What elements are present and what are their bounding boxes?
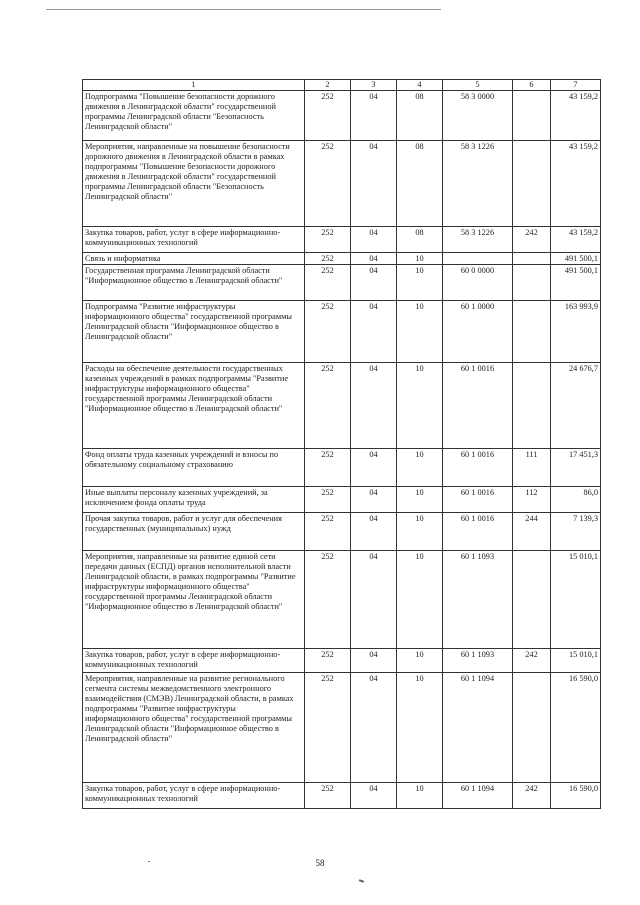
cell-section: 04 bbox=[351, 140, 397, 226]
row-name: Закупка товаров, работ, услуг в сфере информационно-коммуникационных технологий bbox=[83, 648, 305, 672]
cell-section: 04 bbox=[351, 486, 397, 512]
row-name: Прочая закупка товаров, работ и услуг для обеспечения государственных (муниципальных) нужд bbox=[83, 512, 305, 550]
cell-expense-type bbox=[513, 300, 551, 362]
row-name: Закупка товаров, работ, услуг в сфере информационно-коммуникационных технологий bbox=[83, 782, 305, 808]
cell-target-article: 58 3 1226 bbox=[443, 140, 513, 226]
header-cell: 7 bbox=[551, 80, 601, 91]
table-row bbox=[83, 486, 601, 512]
cell-amount: 15 010,1 bbox=[551, 648, 601, 672]
cell-admin-code: 252 bbox=[305, 550, 351, 648]
row-name: Расходы на обеспечение деятельности государственных казенных учреждений в рамках подпрограммы "Развитие инфраструктуры информационного общества" государственной программы Ленинградской области "Информационное общество в Ленинградской области" bbox=[83, 362, 305, 448]
cell-subsection: 10 bbox=[397, 252, 443, 264]
cell-subsection: 10 bbox=[397, 448, 443, 486]
cell-subsection: 10 bbox=[397, 782, 443, 808]
header-cell: 6 bbox=[513, 80, 551, 91]
table-row bbox=[83, 782, 601, 808]
cell-subsection: 08 bbox=[397, 140, 443, 226]
cell-subsection: 10 bbox=[397, 486, 443, 512]
cell-section: 04 bbox=[351, 252, 397, 264]
cell-target-article: 60 0 0000 bbox=[443, 264, 513, 300]
cell-admin-code: 252 bbox=[305, 362, 351, 448]
cell-section: 04 bbox=[351, 782, 397, 808]
table-row bbox=[83, 648, 601, 672]
row-name: Мероприятия, направленные на развитие регионального сегмента системы межведомственного электронного взаимодействия (СМЭВ) Ленинградской области, в рамках подпрограммы "Развитие инфраструктуры информационного общества" государственной программы Ленинградской области "Информационное общество в Ленинградской области" bbox=[83, 672, 305, 782]
cell-target-article: 58 3 1226 bbox=[443, 226, 513, 252]
table-row bbox=[83, 512, 601, 550]
cell-amount: 43 159,2 bbox=[551, 140, 601, 226]
cell-admin-code: 252 bbox=[305, 512, 351, 550]
cell-target-article: 60 1 1094 bbox=[443, 672, 513, 782]
cell-target-article: 60 1 0000 bbox=[443, 300, 513, 362]
header-row bbox=[83, 80, 601, 91]
cell-target-article: 58 3 0000 bbox=[443, 90, 513, 140]
header-cell: 2 bbox=[305, 80, 351, 91]
cell-amount: 7 139,3 bbox=[551, 512, 601, 550]
cell-target-article: 60 1 0016 bbox=[443, 486, 513, 512]
cell-expense-type bbox=[513, 252, 551, 264]
cell-amount: 15 010,1 bbox=[551, 550, 601, 648]
cell-admin-code: 252 bbox=[305, 90, 351, 140]
cell-admin-code: 252 bbox=[305, 252, 351, 264]
row-name: Мероприятия, направленные на повышение безопасности дорожного движения в Ленинградской области в рамках подпрограммы "Повышение безопасности дорожного движения в Ленинградской области" государственной программы Ленинградской области "Безопасность Ленинградской области" bbox=[83, 140, 305, 226]
cell-subsection: 10 bbox=[397, 550, 443, 648]
cell-subsection: 10 bbox=[397, 300, 443, 362]
top-rule bbox=[46, 9, 441, 10]
row-name: Связь и информатика bbox=[83, 252, 305, 264]
cell-section: 04 bbox=[351, 300, 397, 362]
cell-subsection: 10 bbox=[397, 362, 443, 448]
cell-expense-type: 242 bbox=[513, 648, 551, 672]
cell-subsection: 10 bbox=[397, 264, 443, 300]
cell-section: 04 bbox=[351, 512, 397, 550]
cell-target-article bbox=[443, 252, 513, 264]
row-name: Иные выплаты персоналу казенных учреждений, за исключением фонда оплаты труда bbox=[83, 486, 305, 512]
table-row bbox=[83, 90, 601, 140]
cell-section: 04 bbox=[351, 448, 397, 486]
cell-admin-code: 252 bbox=[305, 264, 351, 300]
header-cell: 5 bbox=[443, 80, 513, 91]
budget-table bbox=[82, 79, 601, 809]
cell-target-article: 60 1 1093 bbox=[443, 550, 513, 648]
cell-expense-type: 244 bbox=[513, 512, 551, 550]
table-row bbox=[83, 226, 601, 252]
scan-speck bbox=[359, 879, 364, 883]
cell-amount: 43 159,2 bbox=[551, 226, 601, 252]
page-number: 58 bbox=[315, 858, 325, 868]
cell-admin-code: 252 bbox=[305, 486, 351, 512]
cell-expense-type bbox=[513, 672, 551, 782]
table-row bbox=[83, 550, 601, 648]
cell-target-article: 60 1 0016 bbox=[443, 512, 513, 550]
table-row bbox=[83, 362, 601, 448]
cell-admin-code: 252 bbox=[305, 448, 351, 486]
row-name: Подпрограмма "Развитие инфраструктуры информационного общества" государственной программы Ленинградской области "Информационное общество в Ленинградской области" bbox=[83, 300, 305, 362]
table-row bbox=[83, 300, 601, 362]
cell-amount: 16 590,0 bbox=[551, 782, 601, 808]
cell-expense-type bbox=[513, 550, 551, 648]
cell-section: 04 bbox=[351, 672, 397, 782]
table-row bbox=[83, 264, 601, 300]
cell-section: 04 bbox=[351, 264, 397, 300]
cell-section: 04 bbox=[351, 90, 397, 140]
header-cell: 1 bbox=[83, 80, 305, 91]
cell-amount: 24 676,7 bbox=[551, 362, 601, 448]
cell-target-article: 60 1 0016 bbox=[443, 448, 513, 486]
cell-amount: 16 590,0 bbox=[551, 672, 601, 782]
cell-section: 04 bbox=[351, 648, 397, 672]
cell-subsection: 08 bbox=[397, 226, 443, 252]
cell-target-article: 60 1 1093 bbox=[443, 648, 513, 672]
table-row bbox=[83, 672, 601, 782]
cell-amount: 86,0 bbox=[551, 486, 601, 512]
cell-amount: 491 500,1 bbox=[551, 264, 601, 300]
cell-expense-type: 111 bbox=[513, 448, 551, 486]
header-cell: 4 bbox=[397, 80, 443, 91]
cell-subsection: 08 bbox=[397, 90, 443, 140]
table-row bbox=[83, 252, 601, 264]
cell-expense-type bbox=[513, 140, 551, 226]
cell-amount: 17 451,3 bbox=[551, 448, 601, 486]
cell-target-article: 60 1 1094 bbox=[443, 782, 513, 808]
cell-subsection: 10 bbox=[397, 512, 443, 550]
cell-amount: 491 500,1 bbox=[551, 252, 601, 264]
cell-subsection: 10 bbox=[397, 648, 443, 672]
cell-subsection: 10 bbox=[397, 672, 443, 782]
cell-amount: 43 159,2 bbox=[551, 90, 601, 140]
cell-amount: 163 993,9 bbox=[551, 300, 601, 362]
cell-expense-type: 242 bbox=[513, 226, 551, 252]
cell-admin-code: 252 bbox=[305, 140, 351, 226]
header-cell: 3 bbox=[351, 80, 397, 91]
cell-expense-type: 112 bbox=[513, 486, 551, 512]
cell-expense-type bbox=[513, 264, 551, 300]
cell-admin-code: 252 bbox=[305, 648, 351, 672]
row-name: Государственная программа Ленинградской области "Информационное общество в Ленинградской области" bbox=[83, 264, 305, 300]
table-row bbox=[83, 448, 601, 486]
table-row bbox=[83, 140, 601, 226]
row-name: Фонд оплаты труда казенных учреждений и взносы по обязательному социальному страхованию bbox=[83, 448, 305, 486]
cell-section: 04 bbox=[351, 550, 397, 648]
cell-admin-code: 252 bbox=[305, 782, 351, 808]
cell-admin-code: 252 bbox=[305, 672, 351, 782]
cell-section: 04 bbox=[351, 362, 397, 448]
cell-admin-code: 252 bbox=[305, 226, 351, 252]
row-name: Закупка товаров, работ, услуг в сфере информационно-коммуникационных технологий bbox=[83, 226, 305, 252]
cell-admin-code: 252 bbox=[305, 300, 351, 362]
row-name: Подпрограмма "Повышение безопасности дорожного движения в Ленинградской области" государственной программы Ленинградской области "Безопасность Ленинградской области" bbox=[83, 90, 305, 140]
cell-expense-type: 242 bbox=[513, 782, 551, 808]
cell-section: 04 bbox=[351, 226, 397, 252]
cell-target-article: 60 1 0016 bbox=[443, 362, 513, 448]
cell-expense-type bbox=[513, 362, 551, 448]
row-name: Мероприятия, направленные на развитие единой сети передачи данных (ЕСПД) органов исполнительной власти Ленинградской области, в рамках подпрограммы "Развитие инфраструктуры информационного общества" государственной программы Ленинградской области "Информационное общество в Ленинградской области" bbox=[83, 550, 305, 648]
cell-expense-type bbox=[513, 90, 551, 140]
